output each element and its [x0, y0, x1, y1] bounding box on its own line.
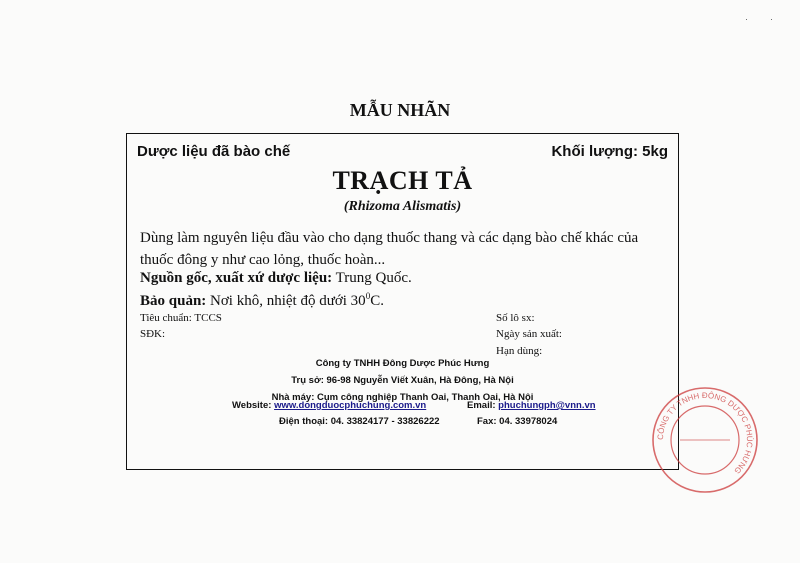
origin-line [140, 270, 412, 287]
company-seal-stamp [650, 385, 760, 495]
origin-value: Trung Quốc. [332, 270, 412, 286]
document-title: MẪU NHÃN [349, 100, 451, 120]
company-fax: Fax: 04. 33978024 [477, 416, 558, 427]
scan-mark-dot: · [745, 14, 748, 24]
company-website [232, 400, 426, 411]
product-label [126, 133, 679, 470]
storage-line [140, 291, 384, 310]
email-link[interactable]: phuchungph@vnn.vn [498, 400, 596, 411]
company-email [467, 400, 596, 411]
website-label: Website: [232, 400, 275, 411]
usage-text: Dùng làm nguyên liệu đầu vào cho dạng thuốc thang và các dạng bào chế khác của thuốc đông y như cao lỏng, thuốc hoàn... [140, 230, 639, 268]
registration-text: SĐK: [140, 328, 166, 340]
company-factory: Nhà máy: Cụm công nghiệp Thanh Oai, Thanh Oai, Hà Nội [271, 392, 534, 403]
email-label: Email: [467, 400, 499, 411]
origin-label: Nguồn gốc, xuất xứ dược liệu: [140, 270, 333, 286]
company-hq: Trụ sở: 96-98 Nguyễn Viết Xuân, Hà Đông, Hà Nội [291, 375, 514, 386]
storage-degree: 0 [365, 291, 371, 301]
standard-text: Tiêu chuẩn: TCCS [140, 312, 222, 324]
company-phone: Điện thoại: 04. 33824177 - 33826222 [279, 416, 440, 427]
seal-text: CÔNG TY TNHH ĐÔNG DƯỢC PHÚC HƯNG [655, 390, 755, 476]
latin-name: (Rhizoma Alismatis) [343, 199, 462, 214]
storage-label: Bảo quản: [140, 293, 207, 309]
product-type: Dược liệu đã bào chế [137, 143, 291, 160]
batch-number: Số lô sx: [496, 312, 535, 324]
company-name: Công ty TNHH Đông Dược Phúc Hưng [315, 358, 490, 369]
product-name: TRẠCH TẢ [332, 166, 473, 195]
product-weight: Khối lượng: 5kg [551, 143, 668, 160]
storage-value: Nơi khô, nhiệt độ dưới 30 [206, 293, 366, 309]
manufacture-date: Ngày sản xuất: [496, 328, 562, 340]
scan-mark-dot: · [770, 14, 773, 24]
storage-unit: C. [370, 293, 384, 309]
expiry-date: Hạn dùng: [496, 345, 543, 357]
website-link[interactable]: www.dongduocphuchung.com.vn [274, 400, 427, 411]
